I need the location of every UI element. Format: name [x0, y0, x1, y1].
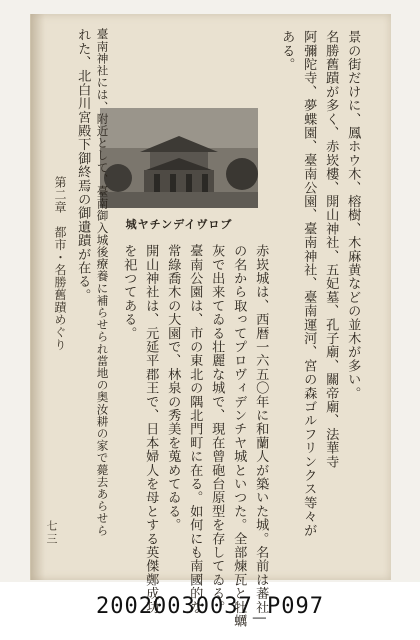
text-column-1: 景の街だけに、鳳ホウ木、榕樹、木麻黄などの並木が多い。 — [345, 30, 361, 400]
temple-photo — [100, 108, 258, 208]
page-gutter-shadow — [31, 14, 45, 580]
text-column-5: 赤崁城は、西暦一六五〇年に和蘭人が築いた城。名前は蕃社 — [253, 244, 269, 614]
text-column-4: ある。 — [279, 30, 295, 72]
text-column-10: 開山神社は、元延平郡王で、日本婦人を母とする英傑鄭成功 — [143, 244, 159, 614]
text-column-12: 臺南神社には、附近として、臺南御入城後療養に補らせられ當地の奥汝耕の家で薨去あらせら — [95, 28, 110, 537]
chapter-heading: 第二章 都市・名勝舊蹟めぐり — [53, 176, 67, 351]
text-column-8: 臺南公園は、市の東北の隅北門町に在る。如何にも南國的な — [187, 244, 203, 614]
photo-caption: 城ヤチンデイヴロブ — [125, 218, 233, 231]
page-number: 七三 — [45, 520, 58, 546]
text-column-6: の名から取ってプロヴィデンチヤ城といつた。全部煉瓦と牡蠣 — [231, 244, 247, 628]
temple-illustration — [100, 108, 258, 208]
scan-id-label: 20020030037_P097 — [96, 594, 324, 619]
text-column-2: 名勝舊蹟が多く、赤崁樓、開山神社、五妃墓、孔子廟、關帝廟、法華寺 — [323, 30, 339, 469]
text-column-9: 常綠喬木の大園で、林泉の秀美を蒐めてゐる。 — [165, 244, 181, 532]
text-column-7: 灰で出来てゐる壮麗な城で、現在曾砲台原型を存してゐる。 — [209, 244, 225, 614]
text-column-11: を祀つてある。 — [121, 244, 137, 340]
text-column-13: れた、北白川宮殿下御終焉の御遺蹟が在る。 — [75, 28, 91, 302]
text-column-3: 阿彌陀寺、夢蝶園、臺南公園、臺南神社、臺南運河、宮の森ゴルフリンクス等々が — [301, 30, 317, 537]
